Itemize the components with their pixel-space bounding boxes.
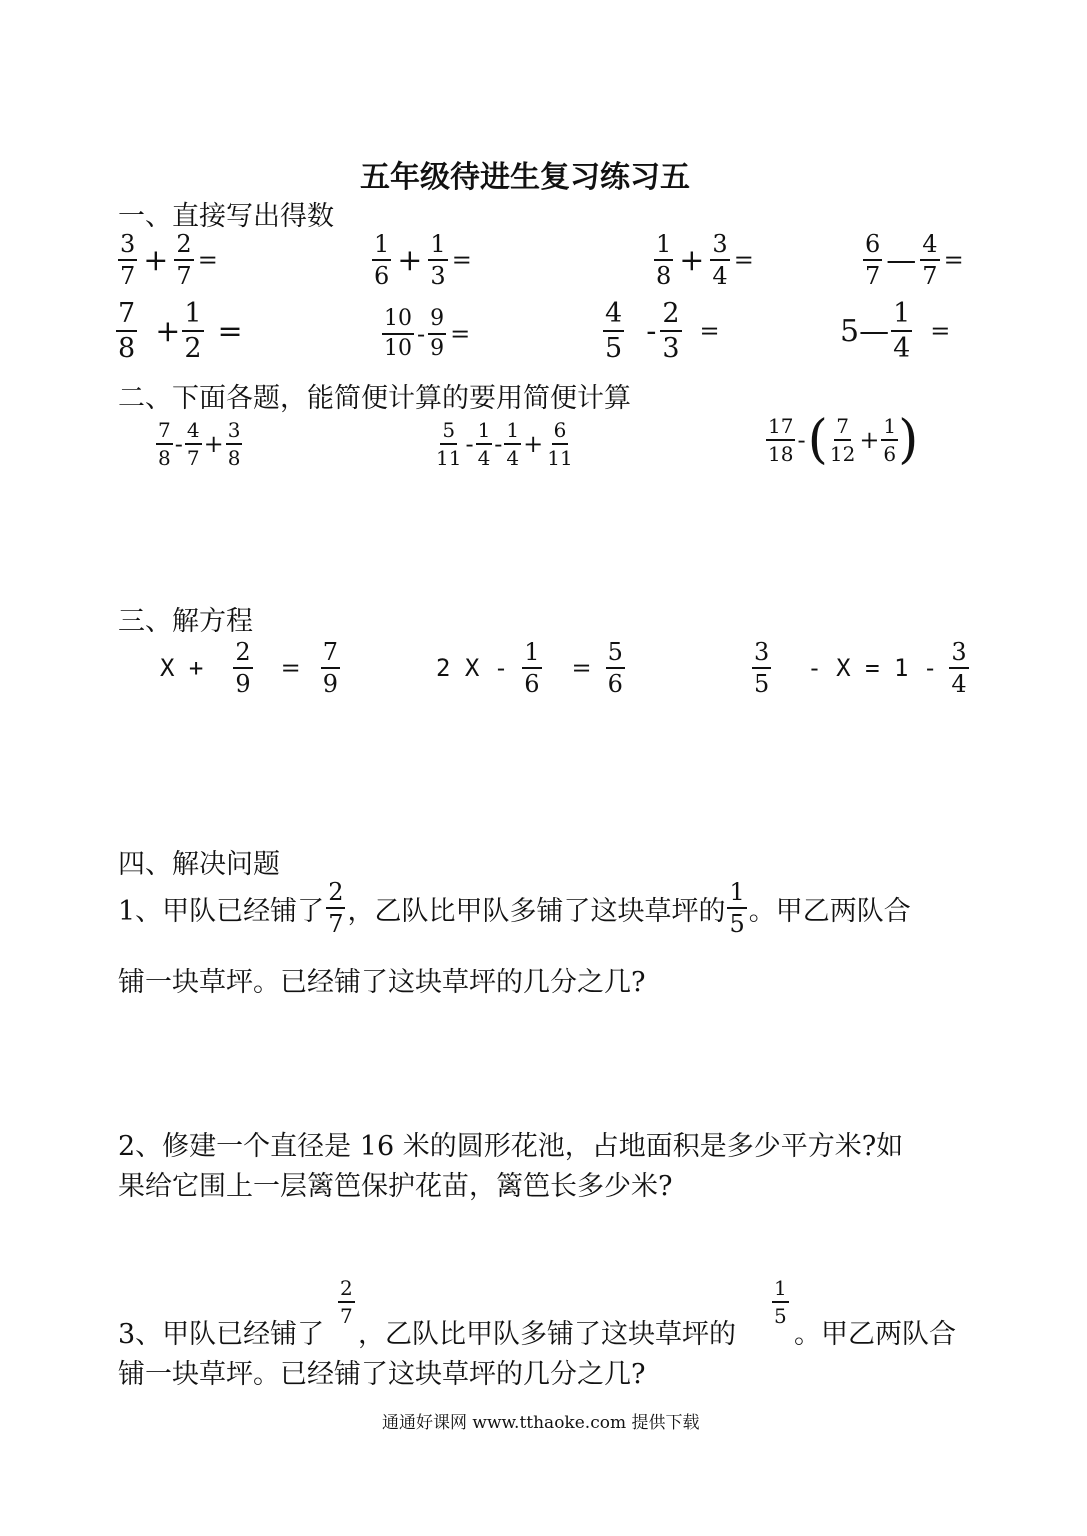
denominator: 6 bbox=[883, 442, 897, 466]
denominator: 3 bbox=[430, 262, 446, 290]
numerator: 7 bbox=[116, 300, 137, 332]
s1-r1-problem-2 bbox=[372, 232, 472, 288]
numerator: 5 bbox=[606, 640, 625, 669]
numerator: 3 bbox=[118, 232, 137, 261]
fraction bbox=[118, 232, 137, 288]
fraction bbox=[606, 640, 625, 696]
question-3-part-3: 。甲乙两队合 bbox=[794, 1319, 956, 1350]
left-parenthesis: ( bbox=[807, 410, 828, 470]
question-3-part-2: ，乙队比甲队多铺了这块草坪的 bbox=[358, 1319, 736, 1350]
denominator: 10 bbox=[384, 336, 412, 361]
math-symbol: - bbox=[797, 426, 806, 454]
section3-heading: 三、解方程 bbox=[118, 606, 253, 637]
section4-heading: 四、解决问题 bbox=[118, 849, 280, 880]
numerator: 1 bbox=[182, 300, 203, 332]
numerator: 1 bbox=[727, 880, 746, 909]
numerator: 3 bbox=[226, 420, 243, 445]
math-symbol: — bbox=[886, 242, 917, 278]
math-symbol: - bbox=[174, 430, 183, 458]
denominator: 7 bbox=[922, 262, 938, 290]
math-symbol: = bbox=[280, 654, 301, 682]
math-symbol: = bbox=[217, 313, 243, 349]
denominator: 2 bbox=[184, 333, 202, 364]
fraction bbox=[828, 416, 857, 464]
math-symbol: X + bbox=[160, 654, 204, 682]
fraction bbox=[182, 300, 203, 362]
numerator: 7 bbox=[834, 416, 851, 441]
denominator: 18 bbox=[768, 442, 794, 466]
numerator: 1 bbox=[881, 416, 898, 441]
fraction bbox=[920, 232, 939, 288]
fraction bbox=[116, 300, 137, 362]
s2-problem-2 bbox=[434, 420, 575, 468]
denominator: 4 bbox=[477, 446, 491, 470]
numerator: 17 bbox=[766, 416, 795, 441]
fraction bbox=[226, 420, 243, 468]
fraction bbox=[603, 300, 624, 362]
math-symbol: = bbox=[733, 246, 754, 274]
math-symbol: - bbox=[494, 430, 503, 458]
math-symbol: 5— bbox=[840, 313, 890, 349]
fraction bbox=[660, 300, 681, 362]
math-symbol: - bbox=[465, 430, 474, 458]
denominator: 5 bbox=[774, 1304, 787, 1328]
denominator: 9 bbox=[235, 670, 251, 698]
fraction bbox=[727, 880, 746, 936]
section1-heading: 一、直接写出得数 bbox=[118, 201, 334, 232]
denominator: 4 bbox=[712, 262, 728, 290]
fraction bbox=[881, 416, 898, 464]
denominator: 12 bbox=[829, 442, 856, 466]
question-3-part-1: 3、甲队已经铺了 bbox=[118, 1319, 325, 1350]
question-2-line-2: 果给它围上一层篱笆保护花苗，篱笆长多少米? bbox=[118, 1171, 673, 1202]
fraction bbox=[185, 420, 202, 468]
math-symbol: + bbox=[859, 426, 880, 454]
s3-equation-3 bbox=[752, 640, 969, 696]
fraction bbox=[338, 1278, 355, 1326]
numerator: 2 bbox=[233, 640, 252, 669]
denominator: 5 bbox=[754, 670, 770, 698]
denominator: 5 bbox=[729, 910, 745, 938]
section2-heading: 二、下面各题，能简便计算的要用简便计算 bbox=[118, 383, 631, 414]
fraction bbox=[476, 420, 493, 468]
denominator: 4 bbox=[506, 446, 520, 470]
numerator: 10 bbox=[382, 308, 414, 335]
math-symbol: - X = 1 - bbox=[807, 654, 938, 682]
s1-r1-problem-4 bbox=[863, 232, 964, 288]
math-symbol: 1、甲队已经铺了 bbox=[118, 895, 325, 927]
numerator: 1 bbox=[372, 232, 391, 261]
math-symbol: + bbox=[155, 313, 181, 349]
denominator: 7 bbox=[328, 910, 344, 938]
denominator: 5 bbox=[605, 333, 623, 364]
math-symbol: = bbox=[571, 654, 592, 682]
denominator: 6 bbox=[607, 670, 623, 698]
numerator: 7 bbox=[321, 640, 340, 669]
fraction bbox=[504, 420, 521, 468]
math-symbol: = bbox=[930, 317, 951, 345]
math-symbol: + bbox=[397, 242, 423, 278]
numerator: 1 bbox=[428, 232, 447, 261]
fraction bbox=[710, 232, 729, 288]
denominator: 8 bbox=[227, 446, 241, 470]
numerator: 4 bbox=[185, 420, 202, 445]
denominator: 7 bbox=[340, 1304, 353, 1328]
question-2-line-1: 2、修建一个直径是 16 米的圆形花池，占地面积是多少平方米?如 bbox=[118, 1131, 904, 1162]
fraction bbox=[174, 232, 193, 288]
numerator: 1 bbox=[476, 420, 493, 445]
fraction bbox=[372, 232, 391, 288]
s1-r2-problem-3 bbox=[603, 300, 720, 362]
numerator: 1 bbox=[522, 640, 541, 669]
denominator: 7 bbox=[865, 262, 881, 290]
fraction bbox=[382, 308, 414, 360]
numerator: 5 bbox=[440, 420, 457, 445]
math-symbol: 。甲乙两队合 bbox=[748, 895, 911, 927]
question-3-line-2: 铺一块草坪。已经铺了这块草坪的几分之几? bbox=[118, 1359, 646, 1390]
fraction bbox=[772, 1278, 789, 1326]
denominator: 7 bbox=[176, 262, 192, 290]
math-symbol: = bbox=[943, 246, 964, 274]
math-symbol: ，乙队比甲队多铺了这块草坪的 bbox=[347, 895, 726, 927]
fraction bbox=[428, 232, 447, 288]
question-3-fraction-1 bbox=[338, 1278, 355, 1326]
question-3-fraction-2 bbox=[772, 1278, 789, 1326]
numerator: 9 bbox=[428, 308, 446, 335]
numerator: 2 bbox=[338, 1278, 355, 1303]
question-1-line-1 bbox=[118, 880, 911, 936]
s2-problem-1 bbox=[156, 420, 242, 468]
denominator: 11 bbox=[547, 446, 573, 470]
numerator: 3 bbox=[710, 232, 729, 261]
math-symbol: + bbox=[679, 242, 705, 278]
fraction bbox=[766, 416, 795, 464]
fraction bbox=[522, 640, 541, 696]
s2-problem-3 bbox=[766, 410, 919, 470]
denominator: 7 bbox=[186, 446, 200, 470]
denominator: 7 bbox=[120, 262, 136, 290]
fraction bbox=[156, 420, 173, 468]
fraction bbox=[752, 640, 771, 696]
math-symbol: = bbox=[451, 246, 472, 274]
math-symbol: - bbox=[417, 320, 426, 348]
fraction bbox=[654, 232, 673, 288]
math-symbol: + bbox=[523, 430, 544, 458]
s1-r2-problem-4 bbox=[840, 300, 950, 362]
s1-r2-problem-1 bbox=[116, 300, 243, 362]
fraction bbox=[321, 640, 340, 696]
denominator: 8 bbox=[118, 333, 136, 364]
fraction bbox=[428, 308, 446, 360]
math-symbol: + bbox=[203, 430, 224, 458]
right-parenthesis: ) bbox=[898, 410, 919, 470]
footer-text: 通通好课网 www.tthaoke.com 提供下载 bbox=[382, 1413, 700, 1433]
denominator: 8 bbox=[656, 262, 672, 290]
numerator: 1 bbox=[504, 420, 521, 445]
numerator: 6 bbox=[552, 420, 569, 445]
math-symbol: = bbox=[197, 246, 218, 274]
fraction bbox=[545, 420, 574, 468]
numerator: 4 bbox=[920, 232, 939, 261]
fraction bbox=[863, 232, 882, 288]
math-symbol: 2 X - bbox=[436, 654, 509, 682]
denominator: 4 bbox=[951, 670, 967, 698]
denominator: 4 bbox=[893, 333, 911, 364]
s1-r2-problem-2 bbox=[382, 308, 470, 360]
fraction bbox=[326, 880, 345, 936]
s1-r1-problem-3 bbox=[654, 232, 754, 288]
math-symbol: = bbox=[699, 317, 720, 345]
numerator: 1 bbox=[891, 300, 912, 332]
numerator: 3 bbox=[949, 640, 968, 669]
numerator: 7 bbox=[156, 420, 173, 445]
numerator: 3 bbox=[752, 640, 771, 669]
numerator: 4 bbox=[603, 300, 624, 332]
fraction bbox=[233, 640, 252, 696]
numerator: 2 bbox=[326, 880, 345, 909]
denominator: 9 bbox=[322, 670, 339, 698]
denominator: 6 bbox=[374, 262, 390, 290]
s3-equation-2 bbox=[436, 640, 625, 696]
denominator: 6 bbox=[524, 670, 540, 698]
fraction bbox=[434, 420, 463, 468]
fraction bbox=[891, 300, 912, 362]
page-title: 五年级待进生复习练习五 bbox=[360, 160, 690, 195]
s1-r1-problem-1 bbox=[118, 232, 218, 288]
math-symbol: + bbox=[143, 242, 169, 278]
numerator: 1 bbox=[654, 232, 673, 261]
numerator: 1 bbox=[772, 1278, 789, 1303]
numerator: 2 bbox=[174, 232, 193, 261]
s3-equation-1 bbox=[160, 640, 340, 696]
fraction bbox=[949, 640, 968, 696]
numerator: 6 bbox=[863, 232, 882, 261]
denominator: 3 bbox=[662, 333, 680, 364]
denominator: 8 bbox=[158, 446, 171, 470]
denominator: 9 bbox=[430, 336, 445, 361]
math-symbol: - bbox=[646, 313, 657, 349]
numerator: 2 bbox=[660, 300, 681, 332]
denominator: 11 bbox=[436, 446, 462, 470]
question-1-line-2: 铺一块草坪。已经铺了这块草坪的几分之几? bbox=[118, 967, 646, 998]
math-symbol: = bbox=[450, 320, 471, 348]
